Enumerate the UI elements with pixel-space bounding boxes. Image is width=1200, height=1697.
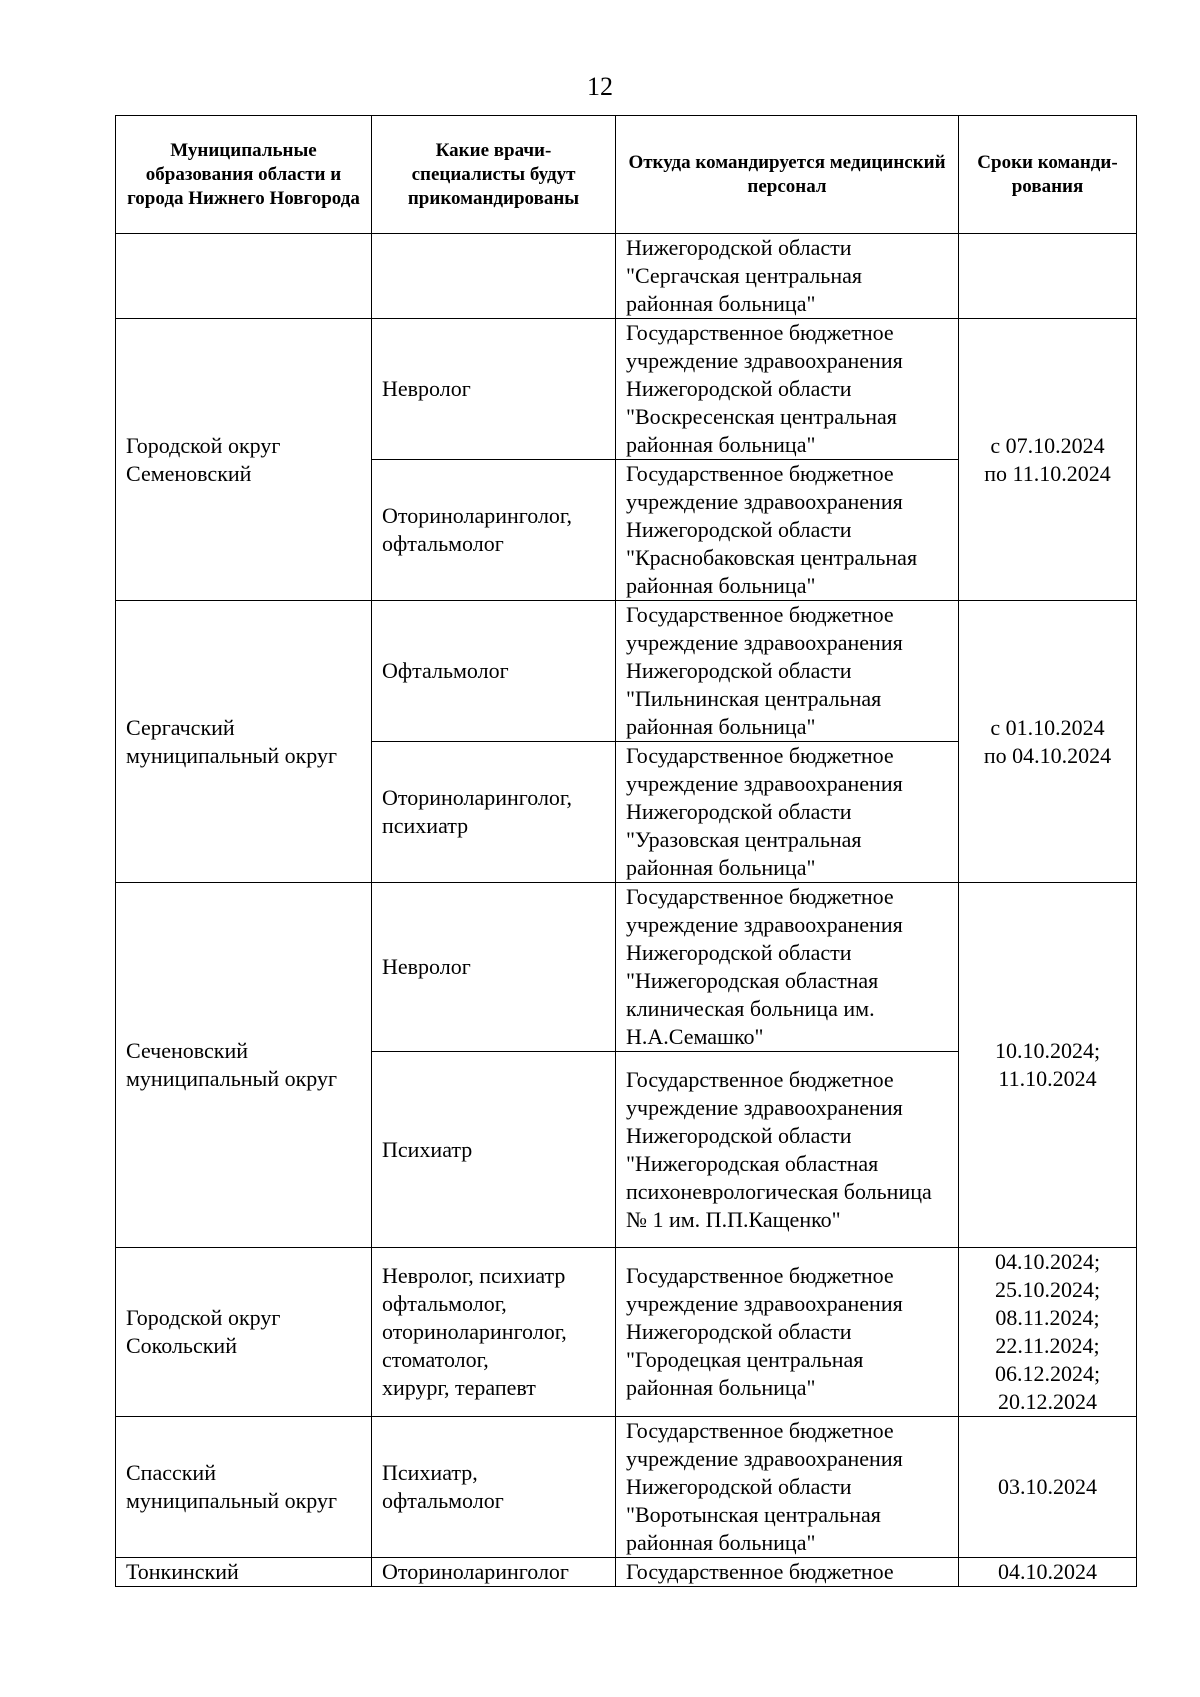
- dates-cell: 04.10.2024; 25.10.2024; 08.11.2024; 22.11.2024; 06.12.2024; 20.12.2024: [959, 1248, 1137, 1417]
- origin-cell: Нижегородской области "Сергачская центральная районная больница": [616, 234, 959, 319]
- specialists-cell: Оториноларинголог, офтальмолог: [372, 460, 616, 601]
- table-row-continuation: [116, 234, 1137, 319]
- origin-cell: Государственное бюджетное учреждение здравоохранения Нижегородской области "Городецкая центральная районная больница": [616, 1248, 959, 1417]
- dates-cell: с 07.10.2024 по 11.10.2024: [959, 319, 1137, 601]
- municipality-cell: Тонкинский: [116, 1558, 372, 1587]
- origin-cell: Государственное бюджетное: [616, 1558, 959, 1587]
- dates-cell: 04.10.2024: [959, 1558, 1137, 1587]
- municipality-cell: Сергачский муниципальный округ: [116, 601, 372, 883]
- specialists-cell: Оториноларинголог, психиатр: [372, 742, 616, 883]
- municipality-cell: [116, 234, 372, 319]
- specialists-cell: Невролог, психиатр офтальмолог, оториноларинголог, стоматолог, хирург, терапевт: [372, 1248, 616, 1417]
- header-municipality: Муниципальные образования области и города Нижнего Новгорода: [116, 116, 372, 234]
- origin-cell: Государственное бюджетное учреждение здравоохранения Нижегородской области "Воскресенская центральная районная больница": [616, 319, 959, 460]
- municipality-cell: Спасский муниципальный округ: [116, 1417, 372, 1558]
- specialists-cell: Психиатр: [372, 1052, 616, 1248]
- assignment-table: [115, 115, 1137, 1587]
- dates-cell: с 01.10.2024 по 04.10.2024: [959, 601, 1137, 883]
- origin-cell: Государственное бюджетное учреждение здравоохранения Нижегородской области "Воротынская центральная районная больница": [616, 1417, 959, 1558]
- specialists-cell: Офтальмолог: [372, 601, 616, 742]
- table-header-row: [116, 116, 1137, 234]
- dates-cell: [959, 234, 1137, 319]
- origin-cell: Государственное бюджетное учреждение здравоохранения Нижегородской области "Нижегородская областная клиническая больница им. Н.А.Семашко": [616, 883, 959, 1052]
- specialists-cell: Оториноларинголог: [372, 1558, 616, 1587]
- origin-cell: Государственное бюджетное учреждение здравоохранения Нижегородской области "Нижегородская областная психоневрологическая больница № 1 им. П.П.Кащенко": [616, 1052, 959, 1248]
- table-row: [116, 1417, 1137, 1558]
- header-dates: Сроки команди-рования: [959, 116, 1137, 234]
- origin-cell: Государственное бюджетное учреждение здравоохранения Нижегородской области "Краснобаковская центральная районная больница": [616, 460, 959, 601]
- table-row: [116, 319, 1137, 460]
- dates-cell: 10.10.2024; 11.10.2024: [959, 883, 1137, 1248]
- header-specialists: Какие врачи-специалисты будут прикомандированы: [372, 116, 616, 234]
- municipality-cell: Городской округ Сокольский: [116, 1248, 372, 1417]
- municipality-cell: Сеченовский муниципальный округ: [116, 883, 372, 1248]
- table-row: [116, 601, 1137, 742]
- table-row: [116, 883, 1137, 1052]
- table-row: [116, 1248, 1137, 1417]
- specialists-cell: Психиатр, офтальмолог: [372, 1417, 616, 1558]
- specialists-cell: Невролог: [372, 319, 616, 460]
- dates-cell: 03.10.2024: [959, 1417, 1137, 1558]
- origin-cell: Государственное бюджетное учреждение здравоохранения Нижегородской области "Пильнинская центральная районная больница": [616, 601, 959, 742]
- origin-cell: Государственное бюджетное учреждение здравоохранения Нижегородской области "Уразовская центральная районная больница": [616, 742, 959, 883]
- specialists-cell: [372, 234, 616, 319]
- header-origin: Откуда командируется медицинский персонал: [616, 116, 959, 234]
- specialists-cell: Невролог: [372, 883, 616, 1052]
- municipality-cell: Городской округ Семеновский: [116, 319, 372, 601]
- page-number: 12: [587, 72, 613, 101]
- table-row: [116, 1558, 1137, 1587]
